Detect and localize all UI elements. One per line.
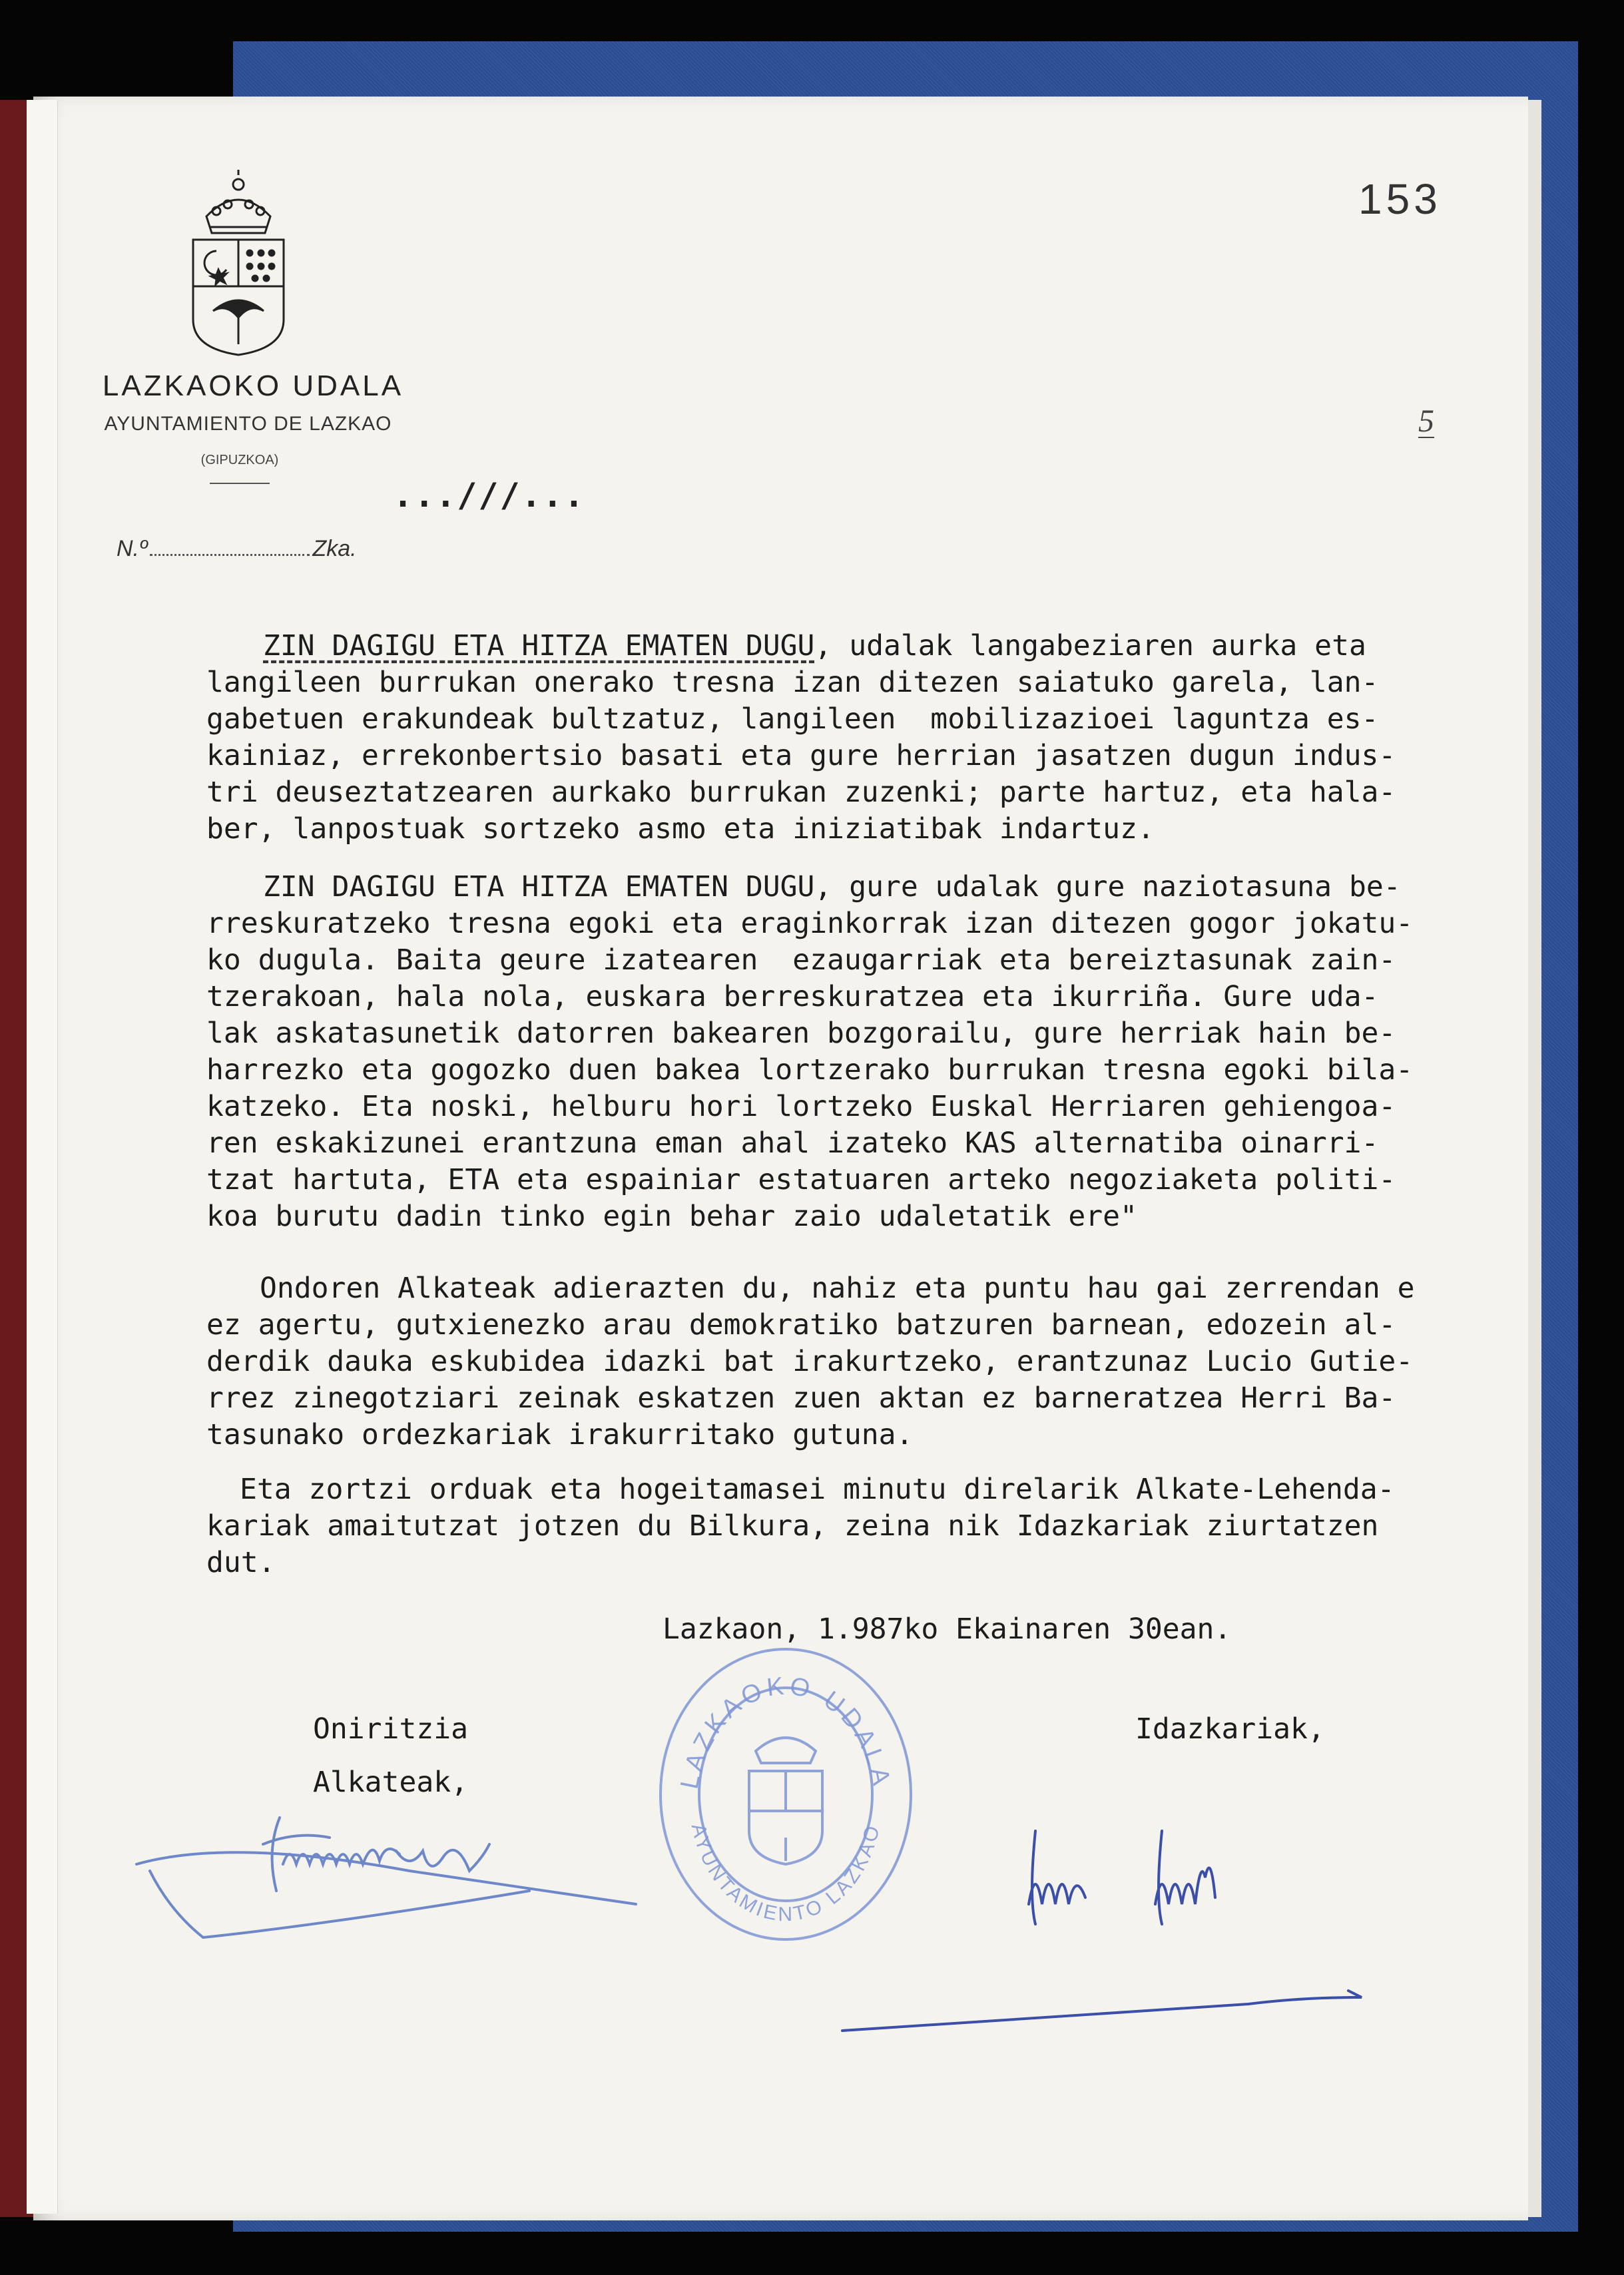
separator-mark: ...///...: [393, 476, 585, 515]
facing-page-edge: [27, 100, 58, 2214]
body-line: tzat hartuta, ETA eta espainiar estatuaren arteko negoziaketa politi-: [206, 1163, 1396, 1196]
province-label: (GIPUZKOA): [200, 453, 279, 467]
handwritten-margin-number: 5: [1418, 403, 1434, 439]
emphasis-heading: ZIN DAGIGU ETA HITZA EMATEN DUGU: [263, 629, 815, 662]
body-line: ZIN DAGIGU ETA HITZA EMATEN DUGU, gure udalak gure naziotasuna be-: [263, 870, 1401, 903]
body-line: kainiaz, errekonbertsio basati eta gure herrian jasatzen dugun indus-: [206, 739, 1396, 772]
page-edge: [1528, 100, 1541, 2217]
organization-subtitle: AYUNTAMIENTO DE LAZKAO: [104, 413, 392, 435]
number-label: N.º: [117, 536, 148, 561]
stamp-top-text: LAZKAOKO UDALA: [675, 1672, 896, 1792]
body-line: ez agertu, gutxienezko arau demokratiko batzuren barnean, edozein al-: [206, 1308, 1396, 1342]
body-line: dut.: [206, 1546, 276, 1579]
coat-of-arms-icon: [186, 170, 290, 356]
place-and-date: Lazkaon, 1.987ko Ekainaren 30ean.: [663, 1613, 1232, 1646]
body-line: katzeko. Eta noski, helburu hori lortzeko Euskal Herriaren gehiengoa-: [206, 1090, 1396, 1123]
body-line: ZIN DAGIGU ETA HITZA EMATEN DUGU, udalak langabeziaren aurka eta: [263, 629, 1366, 662]
body-line: Ondoren Alkateak adierazten du, nahiz eta puntu hau gai zerrendan e: [260, 1272, 1415, 1305]
body-line: tasunako ordezkariak irakurritako gutuna.: [206, 1418, 914, 1451]
handwritten-page-number: 153: [1358, 175, 1442, 223]
secretary-signature: [836, 1818, 1368, 2044]
reference-number-field: [117, 536, 357, 562]
body-line: ber, lanpostuak sortzeko asmo eta iniziatibak indartuz.: [206, 812, 1155, 846]
body-line: rrez zinegotziari zeinak eskatzen zuen aktan ez barneratzea Herri Ba-: [206, 1382, 1396, 1415]
body-line: tri deuseztatzearen aurkako burrukan zuzenki; parte hartuz, eta hala-: [206, 776, 1396, 809]
body-line: harrezko eta gogozko duen bakea lortzerako burrukan tresna egoki bila-: [206, 1053, 1414, 1087]
body-line: rreskuratzeko tresna egoki eta eraginkorrak izan ditezen gogor jokatu-: [206, 907, 1414, 940]
body-line: gabetuen erakundeak bultzatuz, langileen mobilizazioei laguntza es-: [206, 702, 1379, 736]
header-divider: [210, 483, 270, 484]
body-line: derdik dauka eskubidea idazki bat irakurtzeko, erantzunaz Lucio Gutie-: [206, 1345, 1414, 1378]
body-line: ko dugula. Baita geure izatearen ezaugarriak eta bereiztasunak zain-: [206, 943, 1396, 977]
number-dotted-line: [150, 554, 310, 556]
zka-label: Zka.: [312, 536, 357, 561]
organization-name: LAZKAOKO UDALA: [102, 370, 404, 402]
approval-label: Oniritzia: [313, 1712, 468, 1746]
body-line: Eta zortzi orduak eta hogeitamasei minutu direlarik Alkate-Lehenda-: [240, 1473, 1395, 1506]
body-line: tzerakoan, hala nola, euskara berreskuratzea eta ikurriña. Gure uda-: [206, 980, 1379, 1013]
stamp-bottom-text: AYUNTAMIENTO LAZKAO: [686, 1821, 885, 1926]
body-line: koa burutu dadin tinko egin behar zaio udaletatik ere": [206, 1200, 1137, 1233]
body-line: langileen burrukan onerako tresna izan ditezen saiatuko garela, lan-: [206, 666, 1379, 699]
body-line: ren eskakizunei erantzuna eman ahal izateko KAS alternatiba oinarri-: [206, 1127, 1379, 1160]
mayor-signature: [130, 1791, 663, 1951]
secretary-label: Idazkariak,: [1135, 1712, 1325, 1746]
body-line: lak askatasunetik datorren bakearen bozgorailu, gure herriak hain be-: [206, 1017, 1396, 1050]
body-line: kariak amaitutzat jotzen du Bilkura, zeina nik Idazkariak ziurtatzen: [206, 1509, 1379, 1543]
mayor-label: Alkateak,: [313, 1766, 468, 1799]
